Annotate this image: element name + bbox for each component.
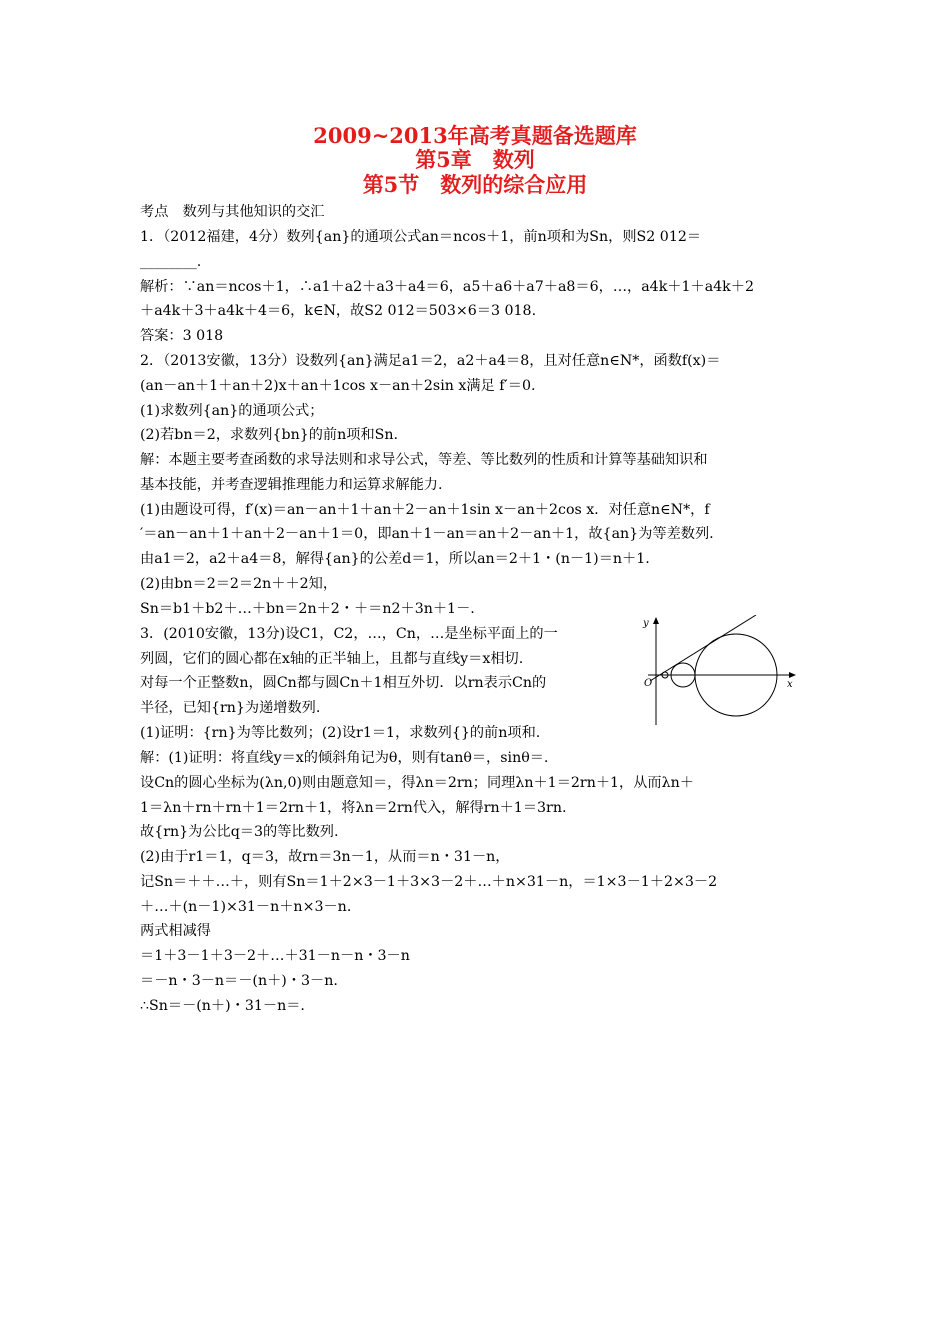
text-line: (1)证明：{rn}为等比数列；(2)设r1＝1，求数列{}的前n项和. bbox=[140, 725, 541, 741]
text-line: 对每一个正整数n，圆Cn都与圆Cn＋1相互外切．以rn表示Cn的 bbox=[140, 675, 547, 691]
text-line: 2．（2013安徽，13分）设数列{an}满足a1＝2，a2＋a4＝8，且对任意n∈N*，函数f(x)＝ bbox=[140, 353, 721, 369]
text-line: ＝1＋3－1＋3－2＋…＋31－n－n・3－n bbox=[140, 948, 410, 964]
y-axis-arrow bbox=[653, 617, 659, 624]
text-line: (1)求数列{an}的通项公式； bbox=[140, 403, 324, 419]
text-line: 两式相减得 bbox=[140, 923, 211, 939]
text-line: ′＝an－an＋1＋an＋2－an＋1＝0，即an＋1－an＝an＋2－an＋1，故{an}为等差数列. bbox=[140, 526, 714, 542]
text-line: ∴Sn＝－(n＋)・31－n＝. bbox=[140, 998, 305, 1014]
x-axis-label: x bbox=[787, 679, 793, 690]
text-line: (1)由题设可得，f′(x)＝an－an＋1＋an＋2－an＋1sin x－an＋2cos x．对任意n∈N*，f bbox=[140, 502, 710, 518]
tangent-line bbox=[650, 615, 756, 681]
chapter-title: 第5章 数列 bbox=[415, 147, 535, 172]
text-line: 半径，已知{rn}为递增数列. bbox=[140, 700, 321, 716]
text-line: 设Cn的圆心坐标为(λn,0)则由题意知＝，得λn＝2rn；同理λn＋1＝2rn＋1，从而λn＋ bbox=[140, 775, 694, 791]
y-axis-label: y bbox=[643, 618, 649, 629]
text-line: (2)由bn＝2＝2＝2n＋＋2知， bbox=[140, 576, 338, 592]
text-line: (2)由于r1＝1，q＝3，故rn＝3n－1，从而＝n・31－n， bbox=[140, 849, 510, 865]
text-line: 解析：∵an＝ncos＋1，∴a1＋a2＋a3＋a4＝6，a5＋a6＋a7＋a8＝6，…，a4k＋1＋a4k＋2 bbox=[140, 279, 754, 295]
text-line: 列圆，它们的圆心都在x轴的正半轴上，且都与直线y＝x相切. bbox=[140, 651, 524, 667]
text-line: 1．（2012福建，4分）数列{an}的通项公式an＝ncos＋1，前n项和为Sn，则S2 012＝ bbox=[140, 229, 702, 245]
text-line: (2)若bn＝2，求数列{bn}的前n项和Sn. bbox=[140, 427, 398, 443]
document-title: 2009~2013年高考真题备选题库 bbox=[313, 123, 637, 148]
text-line: ＋…＋(n－1)×31－n＋n×3－n. bbox=[140, 899, 352, 915]
text-line: 1＝λn＋rn＋rn＋1＝2rn＋1，将λn＝2rn代入，解得rn＋1＝3rn. bbox=[140, 800, 567, 816]
text-line: (an－an＋1＋an＋2)x＋an＋1cos x－an＋2sin x满足 f′＝0. bbox=[140, 378, 536, 394]
x-axis-arrow bbox=[789, 672, 796, 678]
text-line: ________. bbox=[140, 254, 202, 270]
text-line: 3．(2010安徽，13分)设C1，C2，…，Cn，…是坐标平面上的一 bbox=[140, 626, 558, 642]
tangent-circles-figure bbox=[640, 615, 800, 727]
text-line: 解：(1)证明：将直线y＝x的倾斜角记为θ，则有tanθ＝，sinθ＝. bbox=[140, 750, 549, 766]
text-line: 记Sn＝＋＋…＋，则有Sn＝1＋2×3－1＋3×3－2＋…＋n×31－n，＝1×3－1＋2×3－2 bbox=[140, 874, 718, 890]
text-line: ＝－n・3－n＝－(n＋)・3－n. bbox=[140, 973, 338, 989]
text-line: 解：本题主要考查函数的求导法则和求导公式，等差、等比数列的性质和计算等基础知识和 bbox=[140, 452, 708, 468]
text-line: 基本技能，并考查逻辑推理能力和运算求解能力. bbox=[140, 477, 443, 493]
origin-label: O bbox=[644, 678, 653, 689]
topic-heading: 考点 数列与其他知识的交汇 bbox=[140, 204, 325, 220]
text-line: ＋a4k＋3＋a4k＋4＝6，k∈N，故S2 012＝503×6＝3 018. bbox=[140, 303, 537, 319]
text-line: Sn＝b1＋b2＋…＋bn＝2n＋2・＋＝n2＋3n＋1－. bbox=[140, 601, 475, 617]
section-title: 第5节 数列的综合应用 bbox=[362, 172, 588, 197]
text-line: 答案：3 018 bbox=[140, 328, 224, 344]
text-line: 由a1＝2，a2＋a4＝8，解得{an}的公差d＝1，所以an＝2＋1・(n－1)＝n＋1. bbox=[140, 551, 650, 567]
text-line: 故{rn}为公比q＝3的等比数列. bbox=[140, 824, 339, 840]
